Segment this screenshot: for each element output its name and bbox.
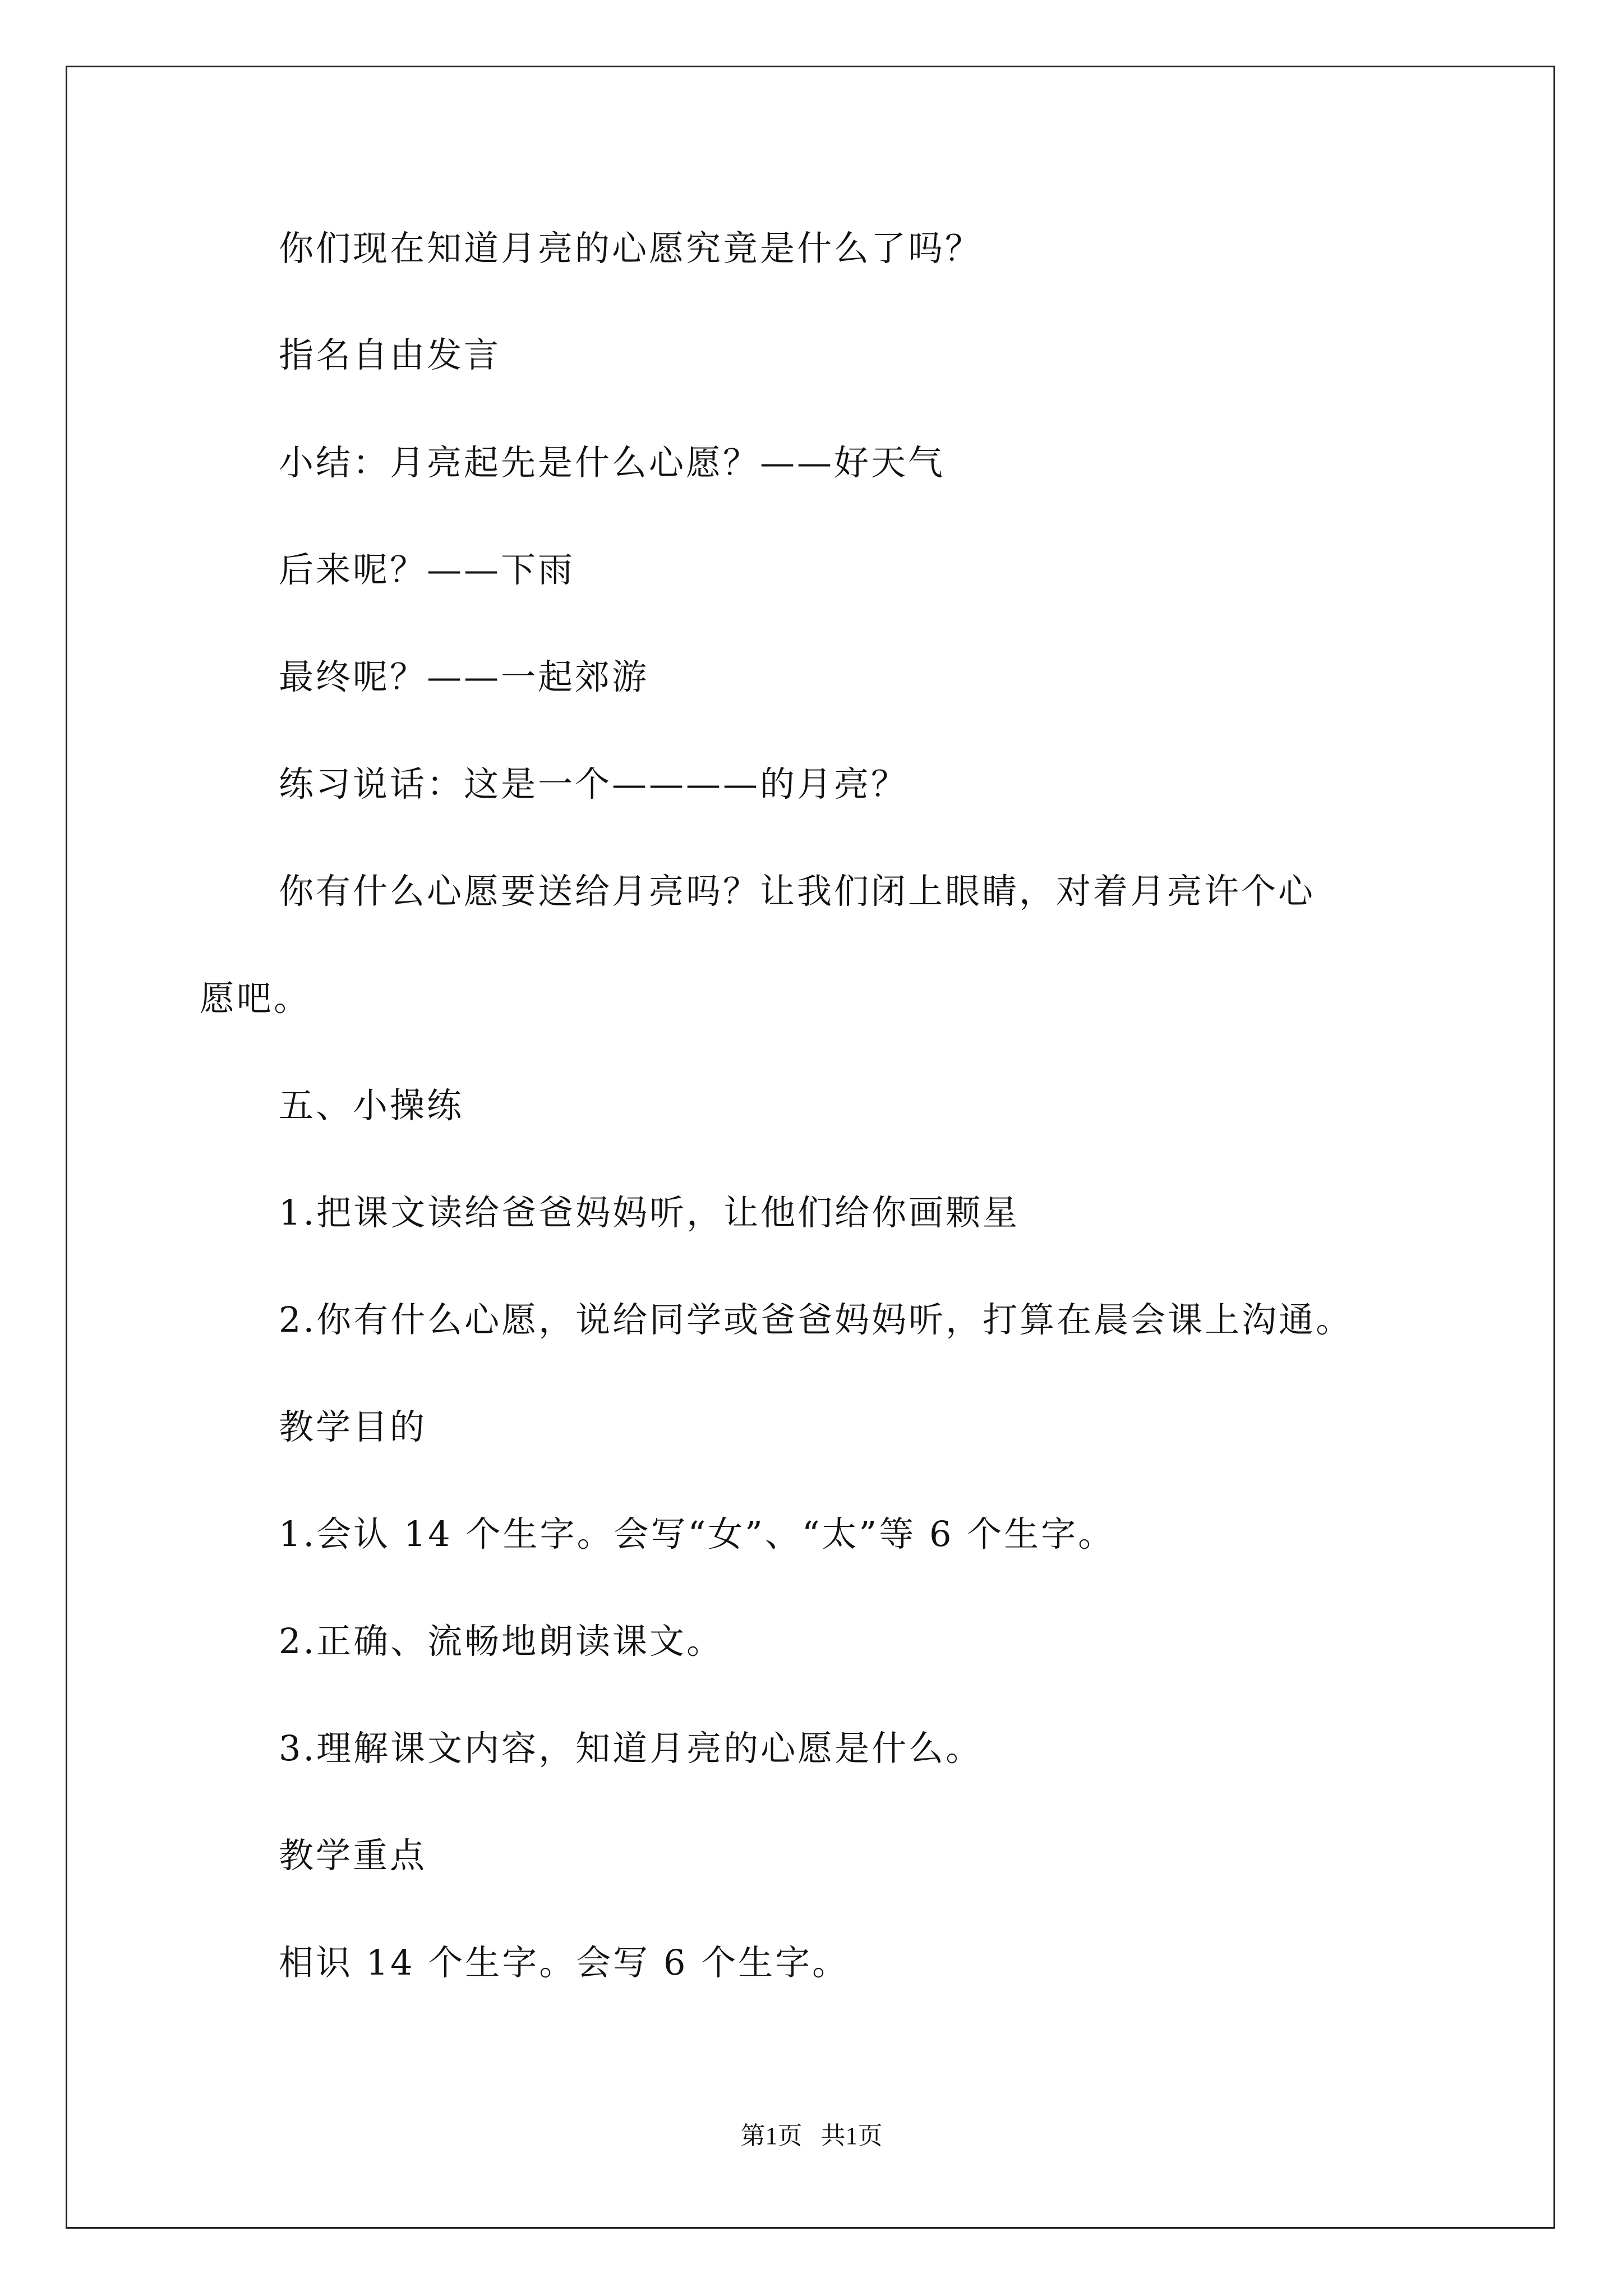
section-heading-objectives: 教学目的 [279, 1406, 427, 1447]
objective-item-1: 1.会认 14 个生字。会写“女”、“太”等 6 个生字。 [279, 1513, 1115, 1554]
objective-item-3: 3.理解课文内容，知道月亮的心愿是什么。 [279, 1728, 983, 1769]
page-border [66, 66, 1555, 2229]
objective-item-2: 2.正确、流畅地朗读课文。 [279, 1621, 724, 1662]
paragraph-wish-line2: 愿吧。 [200, 978, 311, 1019]
paragraph-later: 后来呢？——下雨 [279, 549, 575, 590]
key-point-item: 相识 14 个生字。会写 6 个生字。 [279, 1942, 850, 1983]
exercise-item-2: 2.你有什么心愿，说给同学或爸爸妈妈听，打算在晨会课上沟通。 [279, 1299, 1353, 1340]
paragraph-summary: 小结：月亮起先是什么心愿？——好天气 [279, 442, 946, 483]
exercise-item-1: 1.把课文读给爸爸妈妈听，让他们给你画颗星 [279, 1192, 1020, 1233]
section-heading-key-points: 教学重点 [279, 1835, 427, 1876]
paragraph-speaking-practice: 练习说话：这是一个————的月亮？ [279, 763, 909, 804]
paragraph-wish-line1: 你有什么心愿要送给月亮吗？让我们闭上眼睛，对着月亮许个心 [279, 871, 1316, 912]
paragraph-question: 你们现在知道月亮的心愿究竟是什么了吗？ [279, 228, 983, 269]
section-heading-exercise: 五、小操练 [279, 1085, 464, 1126]
paragraph-free-speech: 指名自由发言 [279, 334, 501, 375]
page-number-footer: 第1页 共1页 [740, 2122, 883, 2150]
paragraph-finally: 最终呢？——一起郊游 [279, 656, 649, 697]
